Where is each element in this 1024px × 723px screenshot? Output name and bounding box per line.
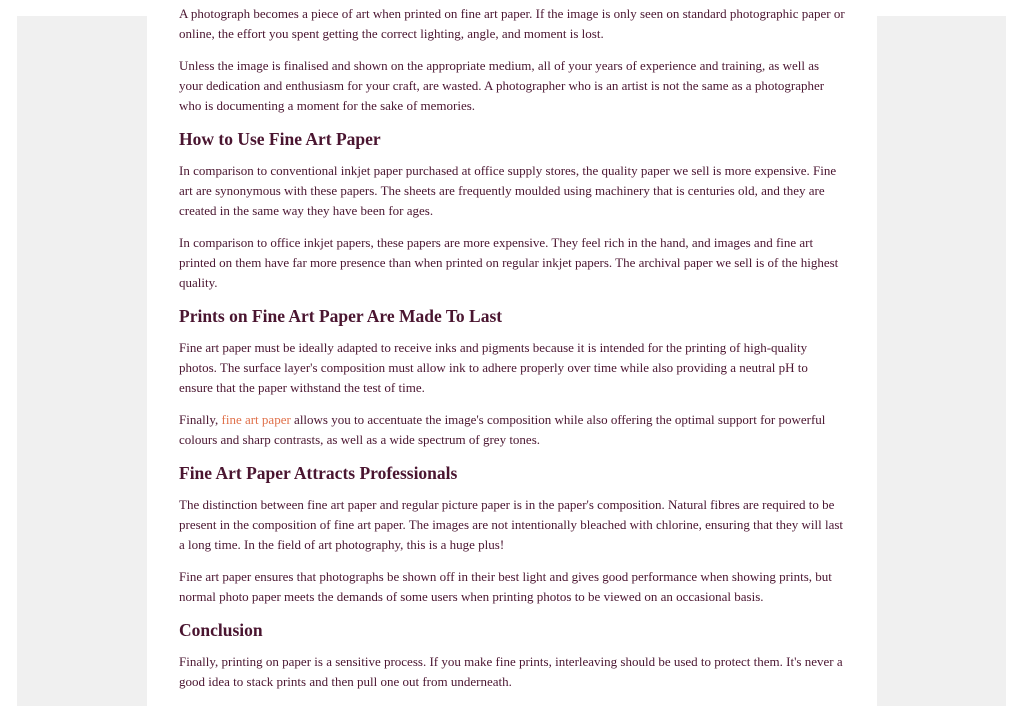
section-heading: Prints on Fine Art Paper Are Made To Last — [179, 306, 503, 326]
paragraph: Finally, printing on paper is a sensitive process. If you make fine prints, interleaving should be used to protect them. It's never a good idea to stack prints and then pull one out from underneath. — [179, 654, 843, 689]
article-page — [147, 6, 877, 706]
paragraph-text: Finally, — [179, 412, 222, 427]
paragraph-text: allows you to accentuate the image's composition while also offering the optimal support for powerful colours and sharp contrasts, as well as a wide spectrum of grey tones. — [179, 412, 826, 447]
paragraph: Fine art paper ensures that photographs be shown off in their best light and gives good performance when showing prints, but normal photo paper meets the demands of some users when printing photos to be viewed on an occasional basis. — [179, 569, 832, 604]
paragraph: In comparison to conventional inkjet paper purchased at office supply stores, the quality paper we sell is more expensive. Fine art are synonymous with these papers. The sheets are frequently moulded using machinery that is centuries old, and they are created in the same way they have been for ages. — [179, 163, 837, 218]
article-body — [179, 4, 845, 704]
paragraph-with-link — [179, 410, 845, 450]
fine-art-paper-link[interactable]: fine art paper — [221, 412, 291, 427]
section-heading: How to Use Fine Art Paper — [179, 129, 381, 149]
paragraph: In comparison to office inkjet papers, these papers are more expensive. They feel rich in the hand, and images and fine art printed on them have far more presence than when printed on regular inkjet papers. The archival paper we sell is of the highest quality. — [179, 235, 839, 290]
paragraph: Fine art paper must be ideally adapted to receive inks and pigments because it is intended for the printing of high-quality photos. The surface layer's composition must allow ink to adhere properly over time while also providing a neutral pH to ensure that the paper withstand the test of time. — [179, 340, 808, 395]
page-background — [17, 6, 1006, 706]
section-heading: Conclusion — [179, 620, 263, 640]
paragraph: A photograph becomes a piece of art when printed on fine art paper. If the image is only seen on standard photographic paper or online, the effort you spent getting the correct lighting, angle, and moment is lost. — [179, 6, 845, 41]
paragraph: Unless the image is finalised and shown on the appropriate medium, all of your years of experience and training, as well as your dedication and enthusiasm for your craft, are wasted. A photographer who is an artist is not the same as a photographer who is documenting a moment for the sake of memories. — [179, 58, 825, 113]
paragraph: The distinction between fine art paper and regular picture paper is in the paper's composition. Natural fibres are required to be present in the composition of fine art paper. The images are not intentionally bleached with chlorine, ensuring that they will last a long time. In the field of art photography, this is a huge plus! — [179, 497, 844, 552]
section-heading: Fine Art Paper Attracts Professionals — [179, 463, 458, 483]
